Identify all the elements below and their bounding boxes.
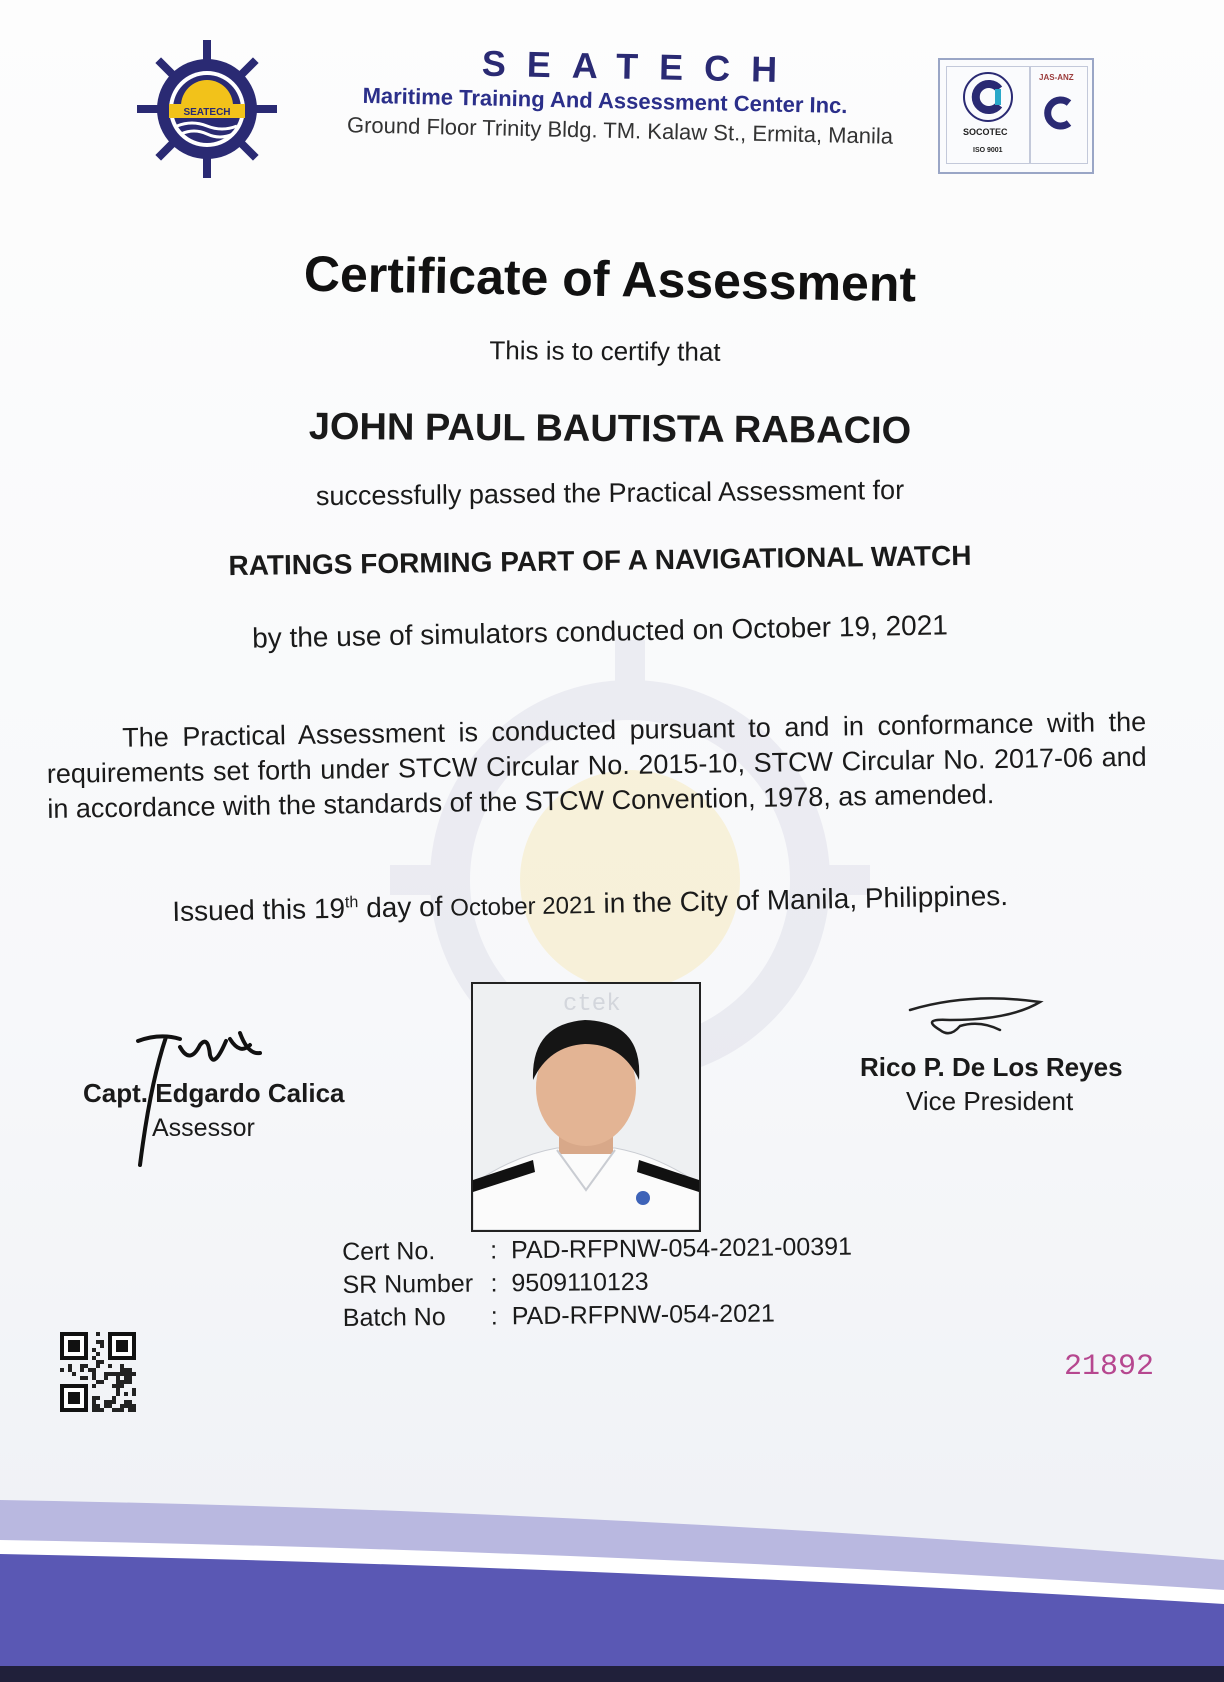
certification-badges (938, 58, 1094, 174)
detail-row-cert-no: Cert No. : PAD-RFPNW-054-2021-00391 (342, 1232, 853, 1266)
jas-anz-badge (1030, 66, 1088, 164)
detail-label: Cert No. (342, 1237, 436, 1266)
detail-value: 9509110123 (511, 1267, 649, 1298)
issued-day-suffix: th (344, 894, 359, 912)
photo-watermark-text: ctek (563, 991, 621, 1018)
detail-value: PAD-RFPNW-054-2021 (511, 1299, 775, 1331)
detail-label: SR Number (342, 1269, 474, 1299)
socotec-badge (946, 66, 1030, 164)
logo-text: SEATECH (183, 107, 231, 118)
vice-president-name: Rico P. De Los Reyes (860, 1052, 1123, 1082)
vice-president-role: Vice President (906, 1086, 1074, 1116)
qr-code-icon (60, 1332, 136, 1412)
recipient-name: JOHN PAUL BAUTISTA RABACIO (308, 405, 912, 453)
bottom-decorative-band (0, 1470, 1224, 1682)
seatech-ship-wheel-logo (136, 40, 278, 178)
course-title: RATINGS FORMING PART OF A NAVIGATIONAL WATCH (228, 539, 972, 582)
org-subtitle: Maritime Training And Assessment Center Inc. (362, 82, 848, 119)
assessor-name: Capt. Edgardo Calica (83, 1078, 345, 1108)
serial-number: 21892 (1064, 1350, 1155, 1384)
recipient-portrait-image (473, 984, 699, 1230)
assessor-role: Assessor (152, 1114, 255, 1142)
recipient-photo (471, 982, 701, 1232)
jas-anz-c-icon (1031, 85, 1087, 145)
org-name: SEATECH (481, 42, 799, 91)
certificate-title: Certificate of Assessment (303, 245, 917, 313)
issued-mid: day of (358, 890, 451, 924)
detail-row-sr-number: SR Number : 9509110123 (342, 1267, 649, 1299)
detail-label: Batch No (342, 1302, 446, 1332)
issued-day: 19 (313, 892, 346, 925)
socotec-label: SOCOTEC (963, 127, 1008, 137)
org-address: Ground Floor Trinity Bldg. TM. Kalaw St., Ermita, Manila (346, 112, 894, 149)
issued-suffix: in the City of Manila, Philippines. (595, 879, 1009, 919)
detail-row-batch-no: Batch No : PAD-RFPNW-054-2021 (342, 1299, 775, 1332)
iso-label: ISO 9001 (973, 147, 1003, 154)
jas-anz-label: JAS-ANZ (1039, 73, 1074, 82)
certificate-details (342, 1233, 853, 1337)
conducted-line: by the use of simulators conducted on October 19, 2021 (251, 609, 949, 654)
issued-month-year: October 2021 (450, 891, 596, 922)
issued-prefix: Issued this (172, 893, 315, 927)
detail-value: PAD-RFPNW-054-2021-00391 (510, 1232, 853, 1265)
socotec-c-icon (947, 67, 1029, 127)
certify-line: This is to certify that (489, 335, 721, 367)
conformance-paragraph: The Practical Assessment is conducted pursuant to and in conformance with the requirements set forth under STCW Circular No. 2015-10, STCW Circular No. 2017-06 and in accordance with the standards of the STCW Convention, 1978, as amended. (46, 706, 1147, 824)
passed-line: successfully passed the Practical Assessment for (315, 474, 905, 512)
